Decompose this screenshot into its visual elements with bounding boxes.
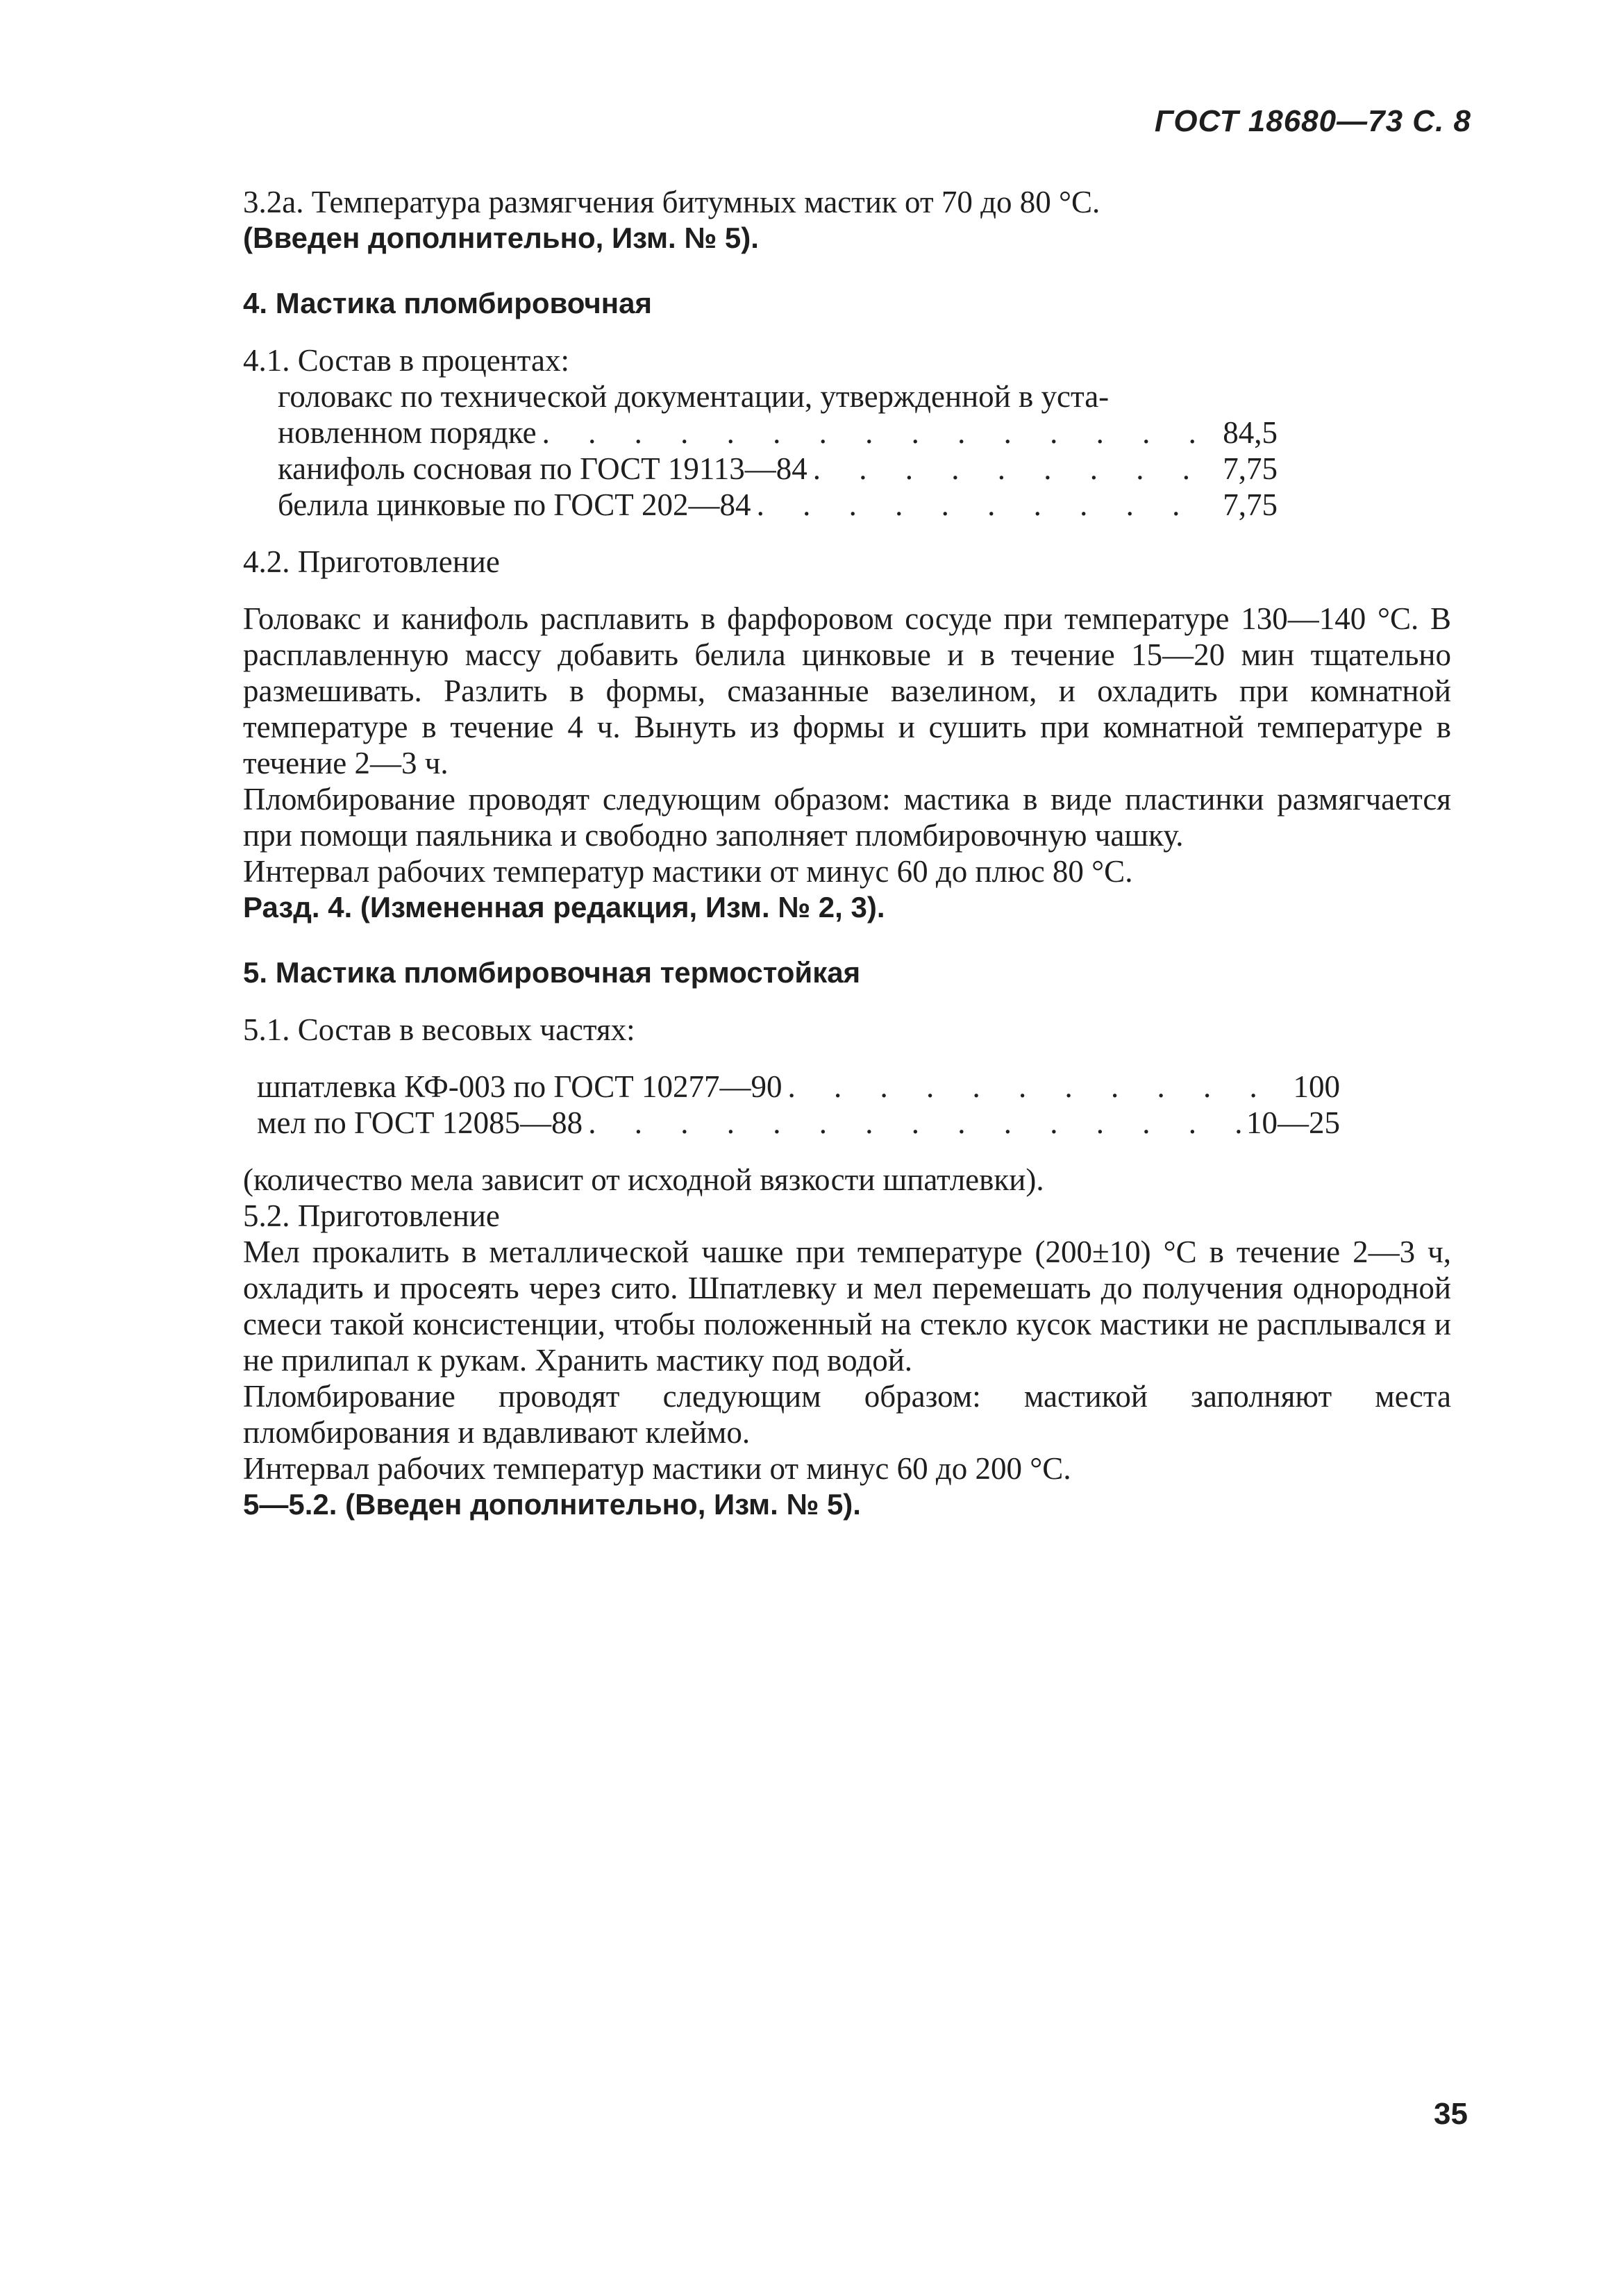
sealing-text-5: Пломбирование проводят следующим образом: мастикой заполняют места пломбирования и вдавливают клеймо. [243,1379,1451,1450]
preparation-text-4: Головакс и канифоль расплавить в фарфоровом сосуде при температуре 130—140 °С. В расплавленную массу добавить белила цинковые и в течение 15—20 мин тщательно размешивать. Разлить в формы, смазанные вазелином, и охладить при комнатной температуре в течение 4 ч. Вынуть из формы и сушить при комнатной температуре в течение 2—3 ч. [243,601,1451,780]
temperature-range-4: Интервал рабочих температур мастики от минус 60 до плюс 80 °С. [243,854,1133,889]
amendment-note-3-2a: (Введен дополнительно, Изм. № 5). [243,221,759,254]
chalk-note: (количество мела зависит от исходной вязкости шпатлевки). [243,1162,1044,1197]
document-body [243,184,1451,1523]
paragraph-4-2: 4.2. Приготовление [243,544,500,579]
page-header: ГОСТ 18680—73 С. 8 [1154,104,1471,138]
leader-dots [537,415,1201,451]
component-name: белила цинковые по ГОСТ 202—84 [278,487,751,522]
leader-dots [807,451,1201,487]
component-value: 7,75 [1223,487,1278,522]
section-5-title: 5. Мастика пломбировочная термостойкая [243,956,861,989]
paragraph-5-1: 5.1. Состав в весовых частях: [243,1012,635,1047]
sealing-text-4: Пломбирование проводят следующим образом: мастика в виде пластинки размягчается при помощи паяльника и свободно заполняет пломбировочную чашку. [243,782,1451,853]
paragraph-5-2: 5.2. Приготовление [243,1198,500,1233]
amendment-note-4: Разд. 4. (Измененная редакция, Изм. № 2, 3). [243,891,885,923]
preparation-text-5: Мел прокалить в металлической чашке при температуре (200±10) °С в течение 2—3 ч, охладить и просеять через сито. Шпатлевку и мел перемешать до получения однородной смеси такой консистенции, чтобы положенный на стекло кусок мастики не расплывался и не прилипал к рукам. Хранить мастику под водой. [243,1235,1451,1378]
component-name: новленном порядке [278,415,537,450]
component-value: 10—25 [1246,1105,1340,1140]
leader-dots [583,1105,1246,1141]
component-name: канифоль сосновая по ГОСТ 19113—84 [278,451,807,486]
page-number: 35 [1434,2097,1468,2131]
leader-dots [782,1069,1264,1105]
component-row [278,451,1278,487]
component-row [257,1069,1340,1105]
paragraph-3-2a: 3.2а. Температура размягчения битумных мастик от 70 до 80 °С. [243,185,1100,219]
amendment-note-5: 5—5.2. (Введен дополнительно, Изм. № 5). [243,1488,861,1521]
temperature-range-5: Интервал рабочих температур мастики от минус 60 до 200 °С. [243,1451,1071,1486]
component-row [278,487,1278,523]
component-value: 84,5 [1223,415,1278,450]
composition-list-4 [243,378,1451,523]
component-value: 7,75 [1223,451,1278,486]
paragraph-4-1: 4.1. Состав в процентах: [243,343,569,378]
section-4-title: 4. Мастика пломбировочная [243,287,653,319]
component-row [278,415,1278,451]
component-value: 100 [1293,1069,1340,1104]
leader-dots [751,487,1201,523]
composition-list-5 [243,1069,1451,1141]
component-name: шпатлевка КФ-003 по ГОСТ 10277—90 [257,1069,782,1104]
component-row [257,1105,1340,1141]
component-name: головакс по технической документации, утвержденной в уста- [278,379,1110,414]
component-name: мел по ГОСТ 12085—88 [257,1105,583,1140]
